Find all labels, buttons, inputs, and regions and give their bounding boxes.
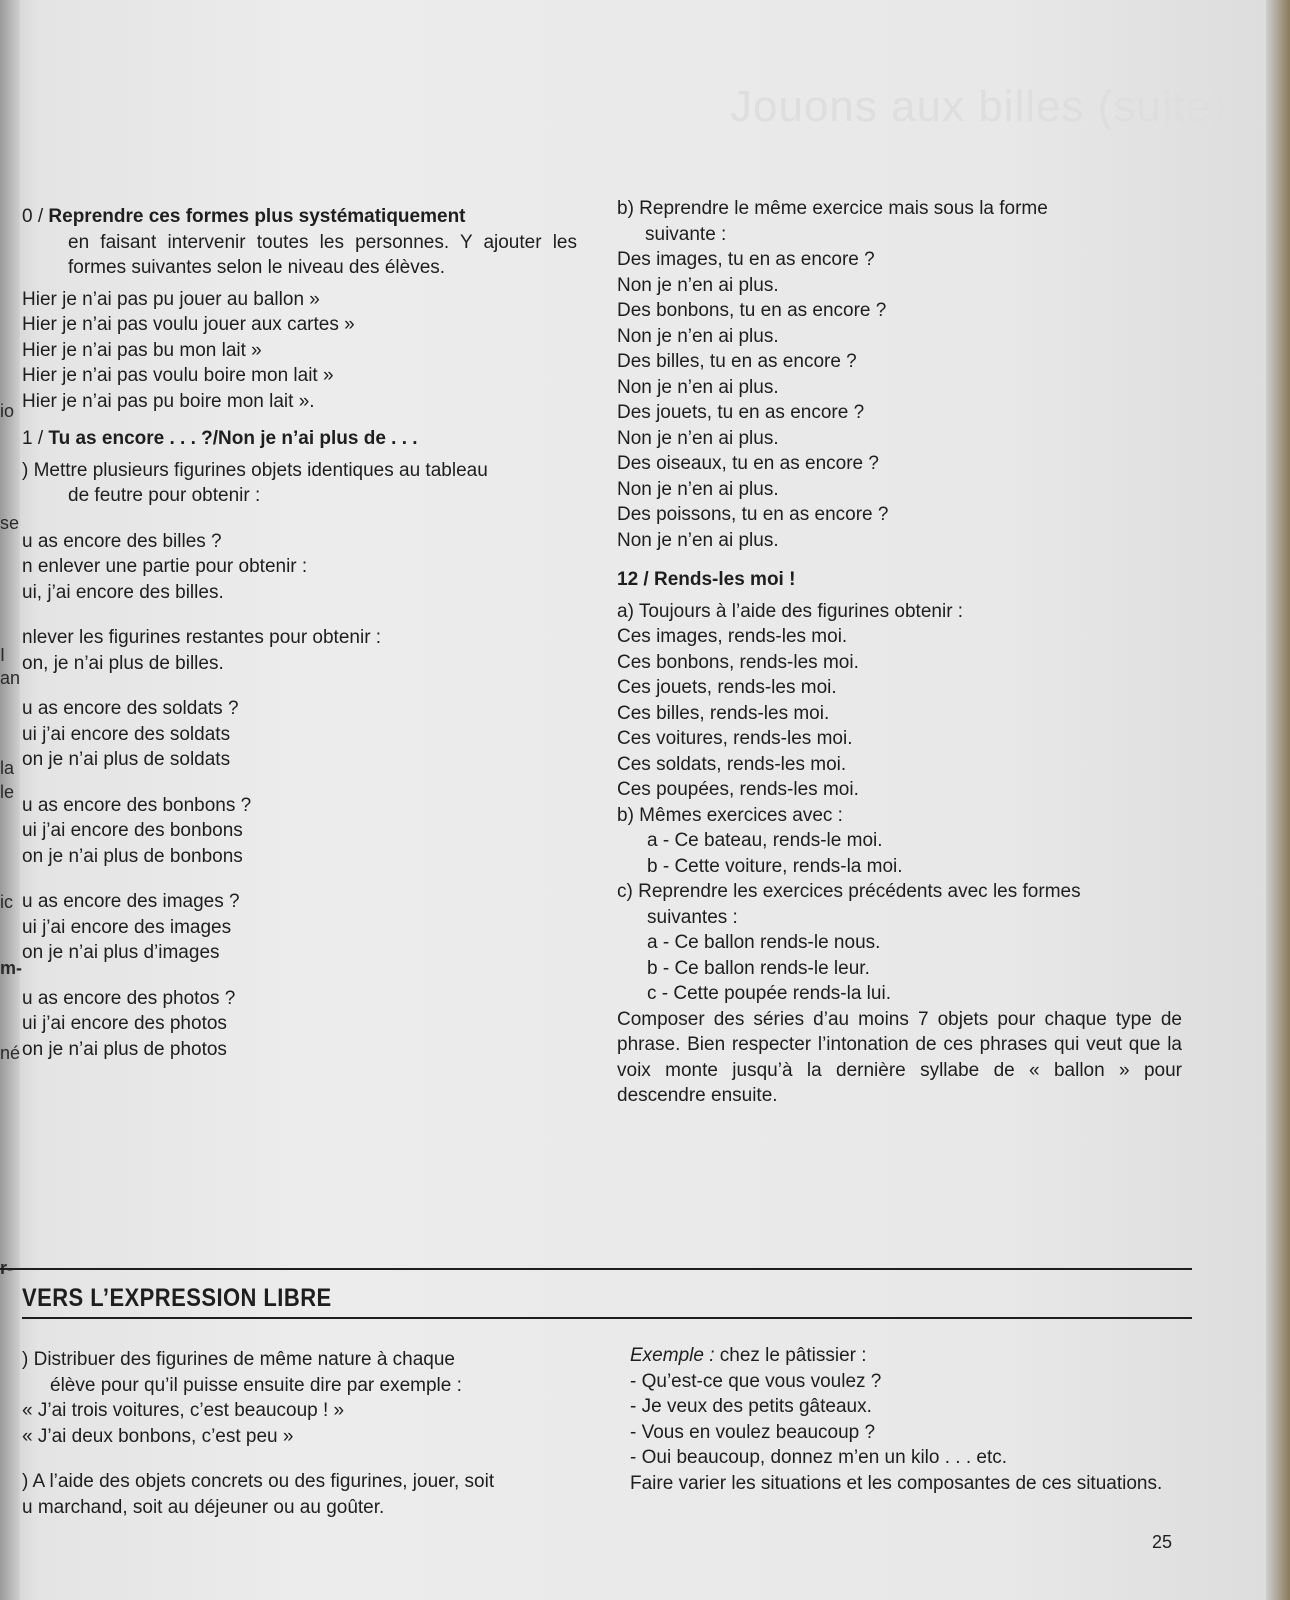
list-item: on, je n’ai plus de billes. [22,652,224,674]
exercise-12-a-intro: a) Toujours à l’aide des figurines obtenir : [617,600,964,622]
margin-fragment: le [0,782,15,802]
list-item: Hier je n’ai pas pu jouer au ballon » [22,288,320,310]
exercise-b-intro-cont: suivante : [645,223,727,245]
list-item: nlever les figurines restantes pour obtenir : [22,627,382,648]
list-item: Ces bonbons, rends-les moi. [617,651,859,673]
list-item: Hier je n’ai pas pu boire mon lait ». [22,390,315,412]
section-bottom-rule [22,1317,1192,1319]
dialog-line: Non je n’en ai plus. [617,325,779,347]
margin-fragment: io [0,401,15,421]
quote-line: « J’ai trois voitures, c’est beaucoup ! » [22,1400,345,1421]
section-top-rule [0,1268,1192,1270]
right-column [617,196,1182,1109]
exercise-11-heading: 1 / Tu as encore . . . ?/Non je n’ai plus de . . . [22,428,418,449]
list-item: a - Ce bateau, rends-le moi. [647,830,883,851]
dialog-line: - Vous en voulez beaucoup ? [630,1421,876,1443]
list-item: u as encore des bonbons ? [22,794,252,816]
quote-line: « J’ai deux bonbons, c’est peu » [22,1425,294,1447]
exercise-12-c-intro-cont: suivantes : [647,906,738,928]
list-item: on je n’ai plus de soldats [22,749,231,770]
list-item: n enlever une partie pour obtenir : [22,556,308,577]
dialog-line: - Je veux des petits gâteaux. [630,1396,872,1417]
dialog-line: Non je n’en ai plus. [617,529,779,551]
margin-fragment: I [0,645,6,665]
exercise-b-intro: b) Reprendre le même exercice mais sous la forme [617,198,1048,219]
dialog-line: Non je n’en ai plus. [617,427,779,449]
list-item: u as encore des soldats ? [22,698,239,719]
list-item: b - Cette voiture, rends-la moi. [647,855,903,877]
exercise-12-heading: 12 / Rends-les moi ! [617,569,796,590]
dialog-line: Des jouets, tu en as encore ? [617,402,865,423]
list-item: Ces poupées, rends-les moi. [617,779,859,800]
list-item: on je n’ai plus de bonbons [22,845,243,867]
exercise-10-intro: en faisant intervenir toutes les personnes. Y ajouter les formes suivantes selon le niveau des élèves. [68,231,577,278]
margin-fragment: m- [0,958,22,978]
list-item: ui, j’ai encore des billes. [22,581,224,603]
list-item: ui j’ai encore des bonbons [22,820,243,841]
exercise-12-closing: Composer des séries d’au moins 7 objets pour chaque type de phrase. Bien respecter l’intonation de ces phrases qui veut que la voix monte jusqu’à la dernière syllabe de « ballon » pour descendre ensuite. [617,1008,1182,1106]
section-title: VERS L’EXPRESSION LIBRE [22,1284,332,1312]
section-b-intro-cont: u marchand, soit au déjeuner ou au goûter. [22,1496,385,1518]
dialog-line: - Oui beaucoup, donnez m’en un kilo . . . etc. [630,1447,1008,1468]
dialog-line: Des billes, tu en as encore ? [617,351,857,372]
margin-fragment: se [0,513,20,533]
list-item: ui j’ai encore des photos [22,1013,227,1034]
section-a-intro: ) Distribuer des figurines de même nature à chaque [22,1349,456,1370]
margin-fragment: an [0,668,21,688]
margin-fragment: né [0,1043,21,1063]
list-item: Ces soldats, rends-les moi. [617,753,847,775]
exercise-10-heading: 0 / Reprendre ces formes plus systématiquement [22,206,466,227]
section-b-intro: ) A l’aide des objets concrets ou des figurines, jouer, soit [22,1471,495,1492]
list-item: c - Cette poupée rends-la lui. [647,983,891,1004]
list-item: u as encore des photos ? [22,987,236,1009]
show-through-title: Jouons aux billes (suite) [730,82,1228,131]
dialog-line: Des images, tu en as encore ? [617,249,875,270]
list-item: u as encore des billes ? [22,530,222,552]
list-item: ui j’ai encore des soldats [22,723,231,745]
section-a-intro-cont: élève pour qu’il puisse ensuite dire par exemple : [50,1374,462,1396]
list-item: b - Ce ballon rends-le leur. [647,957,870,979]
dialog-line: Des bonbons, tu en as encore ? [617,300,887,321]
list-item: ui j’ai encore des images [22,916,232,938]
margin-fragment: la [0,758,15,778]
list-item: on je n’ai plus d’images [22,942,220,963]
exercise-11-intro-cont: de feutre pour obtenir : [68,485,261,506]
dialog-line: Des poissons, tu en as encore ? [617,504,889,525]
dialog-line: - Qu’est-ce que vous voulez ? [630,1370,882,1392]
list-item: Ces billes, rends-les moi. [617,702,830,724]
exercise-12-b-intro: b) Mêmes exercices avec : [617,804,843,826]
dialog-line: Non je n’en ai plus. [617,376,779,398]
list-item: Hier je n’ai pas bu mon lait » [22,339,262,361]
list-item: Ces images, rends-les moi. [617,626,848,647]
list-item: a - Ce ballon rends-le nous. [647,932,881,953]
dialog-line: Non je n’en ai plus. [617,478,779,500]
list-item: Ces voitures, rends-les moi. [617,728,853,749]
section-right-column [630,1343,1198,1496]
list-item: Ces jouets, rends-les moi. [617,677,837,698]
page-number: 25 [1151,1532,1172,1552]
dialog-line: Des oiseaux, tu en as encore ? [617,453,879,474]
exercise-12-c-intro: c) Reprendre les exercices précédents avec les formes [617,881,1081,902]
list-item: Hier je n’ai pas voulu jouer aux cartes » [22,314,355,335]
example-header: Exemple : chez le pâtissier : [630,1345,867,1366]
list-item: on je n’ai plus de photos [22,1038,227,1060]
dialog-line: Non je n’en ai plus. [617,274,779,296]
left-column [22,204,577,1062]
page-edge [1266,0,1290,1600]
list-item: u as encore des images ? [22,891,240,912]
section-left-column [22,1347,592,1520]
exercise-11-intro: ) Mettre plusieurs figurines objets identiques au tableau [22,459,488,481]
margin-fragment: ic [0,892,13,912]
section-closing: Faire varier les situations et les composantes de ces situations. [630,1472,1163,1494]
list-item: Hier je n’ai pas voulu boire mon lait » [22,365,334,386]
